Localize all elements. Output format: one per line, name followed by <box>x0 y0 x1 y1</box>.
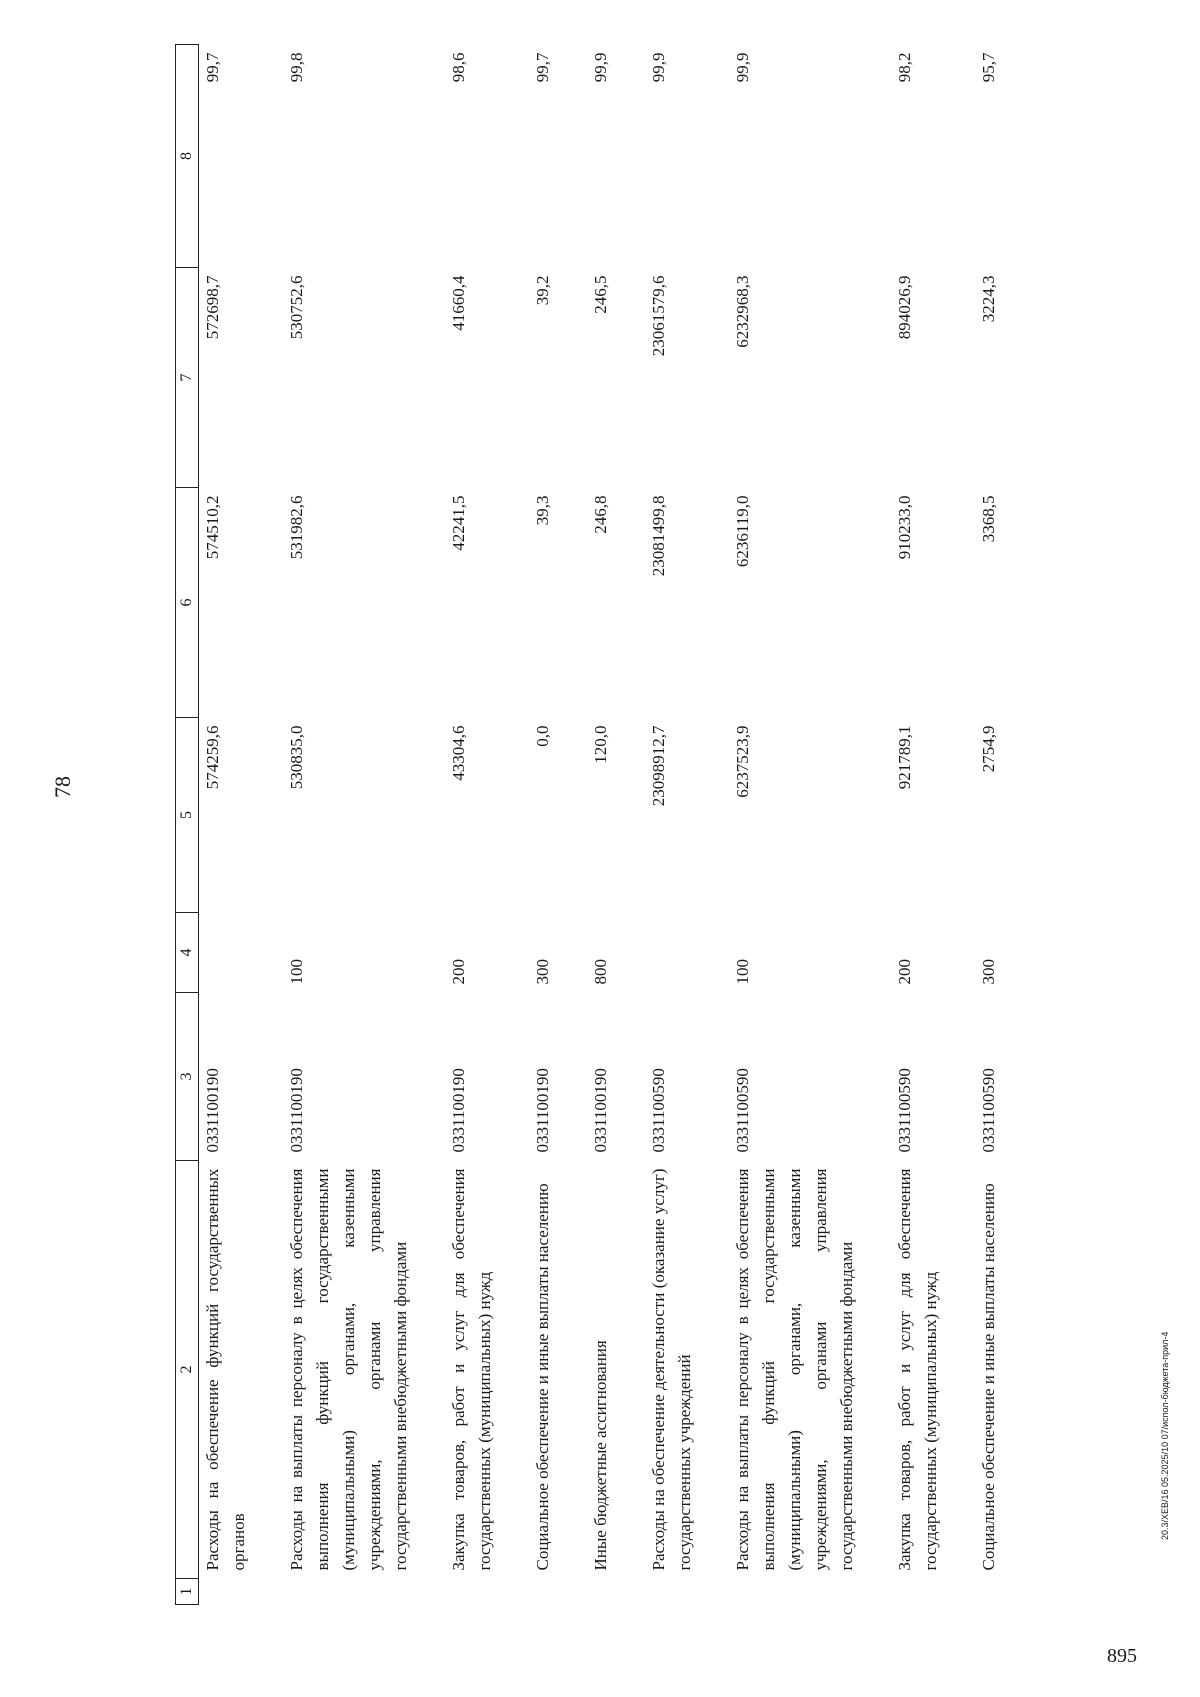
percent-col8: 98,2 <box>895 52 914 83</box>
percent-col8: 99,9 <box>733 52 752 83</box>
target-article-code: 0331100190 <box>203 1068 222 1153</box>
table-row <box>888 45 972 1605</box>
header-row <box>176 45 199 1605</box>
row-number-cell <box>726 1579 888 1605</box>
header-cell-7: 7 <box>176 268 199 488</box>
row-number-cell <box>642 1579 726 1605</box>
expense-description: Закупка товаров, работ и услуг для обеспечения государственных (муниципальных) нужд <box>895 1168 940 1571</box>
header-cell-6: 6 <box>176 488 199 718</box>
table-row <box>726 45 888 1605</box>
value-col5: 6237523,9 <box>733 725 752 798</box>
budget-table <box>175 44 1030 1605</box>
expense-description: Расходы на выплаты персоналу в целях обеспечения выполнения функций государственными (муниципальными) органами, казенными учреждениями, органами управления государственными внебюджетными фондами <box>287 1168 410 1571</box>
value-col7: 894026,9 <box>895 275 914 340</box>
percent-col8: 95,7 <box>979 52 998 83</box>
value-col7: 6232968,3 <box>733 275 752 348</box>
value-col6: 42241,5 <box>449 495 468 551</box>
row-number-cell <box>584 1579 642 1605</box>
table-row <box>584 45 642 1605</box>
row-number-cell <box>280 1579 442 1605</box>
page-number-bottom: 895 <box>1107 1645 1137 1667</box>
header-cell-8: 8 <box>176 45 199 268</box>
table-row <box>642 45 726 1605</box>
value-col5: 0,0 <box>533 725 552 747</box>
expense-description: Расходы на выплаты персоналу в целях обеспечения выполнения функций государственными (муниципальными) органами, казенными учреждениями, органами управления государственными внебюджетными фондами <box>733 1168 856 1571</box>
value-col5: 574259,6 <box>203 725 222 790</box>
row-number-cell <box>526 1579 584 1605</box>
footer-document-code: 20.3/ХЕВ/16 05.2025/10 07/испол-бюджета-прил-4 <box>1160 1331 1170 1540</box>
expense-type-code <box>199 913 281 993</box>
header-cell-2: 2 <box>176 1161 199 1579</box>
value-col7: 572698,7 <box>203 275 222 340</box>
percent-col8: 99,9 <box>591 52 610 83</box>
target-article-code: 0331100190 <box>533 1068 552 1153</box>
value-col7: 3224,3 <box>979 275 998 323</box>
expense-type-code: 200 <box>449 959 468 985</box>
target-article-code: 0331100190 <box>449 1068 468 1153</box>
value-col7: 530752,6 <box>287 275 306 340</box>
value-col5: 2754,9 <box>979 725 998 773</box>
expense-type-code: 100 <box>287 959 306 985</box>
expense-description: Закупка товаров, работ и услуг для обеспечения государственных (муниципальных) нужд <box>449 1168 494 1571</box>
header-cell-5: 5 <box>176 718 199 913</box>
value-col5: 23098912,7 <box>649 725 668 807</box>
value-col6: 6236119,0 <box>733 495 752 568</box>
expense-description: Социальное обеспечение и иные выплаты населению <box>979 1183 998 1571</box>
row-number-cell <box>972 1579 1030 1605</box>
page-number-top: 78 <box>50 776 75 798</box>
row-number-cell <box>888 1579 972 1605</box>
value-col6: 574510,2 <box>203 495 222 560</box>
expense-type-code: 300 <box>979 959 998 985</box>
value-col6: 23081499,8 <box>649 495 668 577</box>
value-col6: 246,8 <box>591 495 610 534</box>
value-col6: 910233,0 <box>895 495 914 560</box>
expense-type-code: 800 <box>591 959 610 985</box>
expense-description: Расходы на обеспечение деятельности (оказание услуг) государственных учреждений <box>649 1168 694 1571</box>
value-col6: 39,3 <box>533 495 552 526</box>
percent-col8: 99,9 <box>649 52 668 83</box>
row-number-cell <box>442 1579 526 1605</box>
table-row <box>199 45 281 1605</box>
value-col6: 3368,5 <box>979 495 998 543</box>
rotated-table-container <box>175 45 1030 1605</box>
value-col7: 246,5 <box>591 275 610 314</box>
value-col5: 120,0 <box>591 725 610 764</box>
table-row <box>280 45 442 1605</box>
expense-type-code: 100 <box>733 959 752 985</box>
expense-description: Социальное обеспечение и иные выплаты населению <box>533 1183 552 1571</box>
target-article-code: 0331100590 <box>649 1068 668 1153</box>
value-col5: 43304,6 <box>449 725 468 781</box>
expense-type-code: 300 <box>533 959 552 985</box>
percent-col8: 98,6 <box>449 52 468 83</box>
value-col5: 530835,0 <box>287 725 306 790</box>
row-number-cell <box>199 1579 281 1605</box>
percent-col8: 99,7 <box>533 52 552 83</box>
header-cell-3: 3 <box>176 993 199 1161</box>
expense-description: Расходы на обеспечение функций государственных органов <box>203 1168 248 1571</box>
percent-col8: 99,7 <box>203 52 222 83</box>
target-article-code: 0331100590 <box>733 1068 752 1153</box>
table-row <box>442 45 526 1605</box>
target-article-code: 0331100590 <box>895 1068 914 1153</box>
expense-type-code <box>642 913 726 993</box>
target-article-code: 0331100190 <box>287 1068 306 1153</box>
header-cell-4: 4 <box>176 913 199 993</box>
target-article-code: 0331100190 <box>591 1068 610 1153</box>
value-col6: 531982,6 <box>287 495 306 560</box>
header-cell-1: 1 <box>176 1579 199 1605</box>
percent-col8: 99,8 <box>287 52 306 83</box>
table-row <box>526 45 584 1605</box>
expense-description: Иные бюджетные ассигнования <box>591 1340 610 1571</box>
value-col5: 921789,1 <box>895 725 914 790</box>
target-article-code: 0331100590 <box>979 1068 998 1153</box>
table-row <box>972 45 1030 1605</box>
value-col7: 41660,4 <box>449 275 468 331</box>
value-col7: 23061579,6 <box>649 275 668 357</box>
expense-type-code: 200 <box>895 959 914 985</box>
value-col7: 39,2 <box>533 275 552 306</box>
